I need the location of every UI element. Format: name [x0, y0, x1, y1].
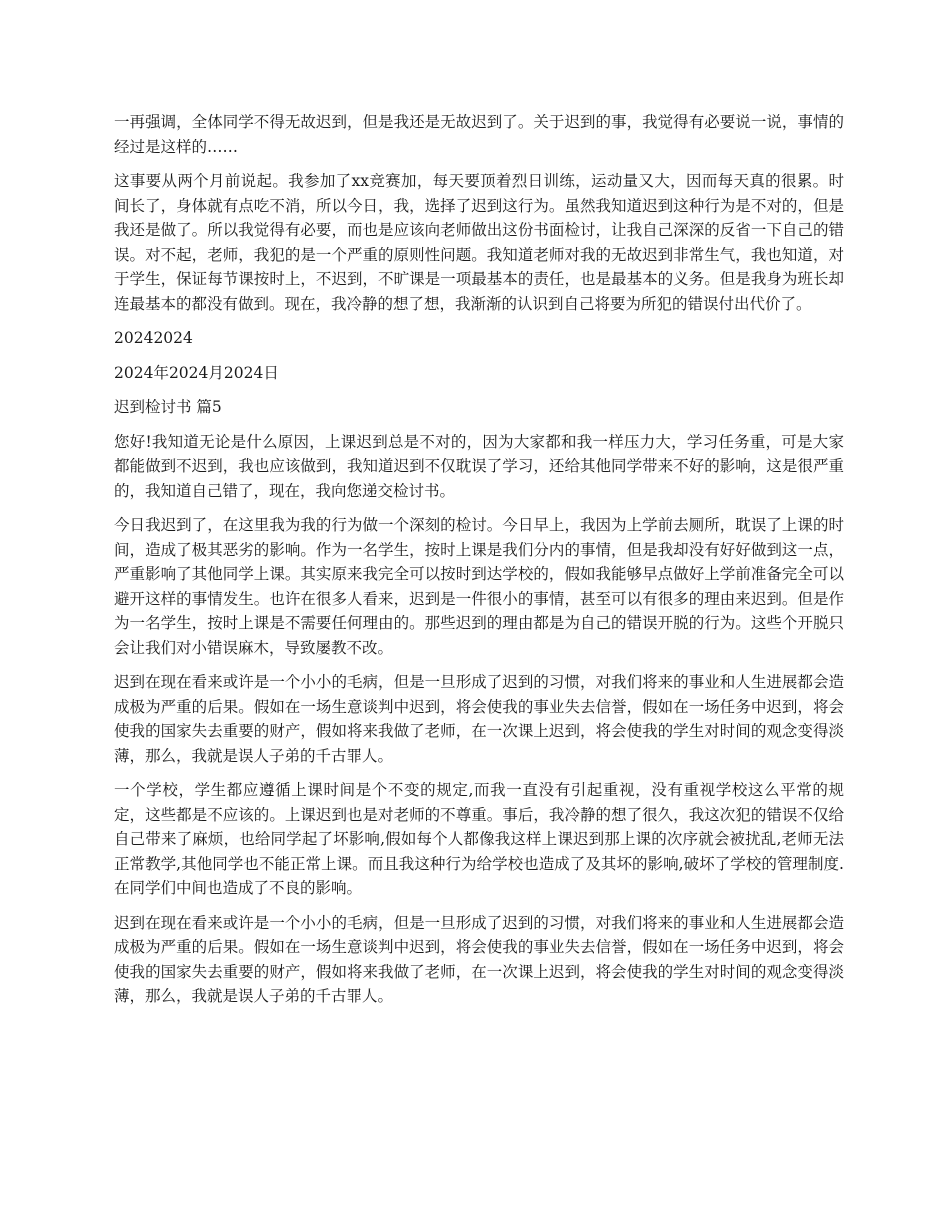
- paragraph-greeting: 您好!我知道无论是什么原因，上课迟到总是不对的，因为大家都和我一样压力大，学习任务重，可是大家都能做到不迟到，我也应该做到，我知道迟到不仅耽误了学习，还给其他同学带来不好的影响，这是很严重的，我知道自己错了，现在，我向您递交检讨书。: [114, 432, 844, 500]
- paragraph-background: 这事要从两个月前说起。我参加了xx竞赛加，每天要顶着烈日训练，运动量又大，因而每天真的很累。时间长了，身体就有点吃不消，所以今日，我，选择了迟到这行为。虽然我知道迟到这种行为是不对的，但是我还是做了。所以我觉得有必要，而也是应该向老师做出这份书面检讨，让我自己深深的反省一下自己的错误。对不起，老师，我犯的是一个严重的原则性问题。我知道老师对我的无故迟到非常生气，我也知道，对于学生，保证每节课按时上，不迟到，不旷课是一项最基本的责任，也是最基本的义务。但是我身为班长却连最基本的都没有做到。现在，我冷静的想了想，我渐渐的认识到自己将要为所犯的错误付出代价了。: [114, 172, 844, 313]
- paragraph-date: 2024年2024月2024日: [114, 363, 279, 382]
- document-body: [114, 110, 844, 1019]
- paragraph-consequences-repeat: 迟到在现在看来或许是一个小小的毛病，但是一旦形成了迟到的习惯，对我们将来的事业和人生进展都会造成极为严重的后果。假如在一场生意谈判中迟到，将会使我的事业失去信誉，假如在一场任务中迟到，将会使我的国家失去重要的财产，假如将来我做了老师，在一次课上迟到，将会使我的学生对时间的观念变得淡薄，那么，我就是误人子弟的千古罪人。: [114, 913, 844, 1005]
- section-title: 迟到检讨书 篇5: [114, 398, 222, 416]
- paragraph-consequences: 迟到在现在看来或许是一个小小的毛病，但是一旦形成了迟到的习惯，对我们将来的事业和人生进展都会造成极为严重的后果。假如在一场生意谈判中迟到，将会使我的事业失去信誉，假如在一场任务中迟到，将会使我的国家失去重要的财产，假如将来我做了老师，在一次课上迟到，将会使我的学生对时间的观念变得淡薄，那么，我就是误人子弟的千古罪人。: [114, 673, 844, 765]
- paragraph-reflection: 今日我迟到了，在这里我为我的行为做一个深刻的检讨。今日早上，我因为上学前去厕所，耽误了上课的时间，造成了极其恶劣的影响。作为一名学生，按时上课是我们分内的事情，但是我却没有好好做到这一点，严重影响了其他同学上课。其实原来我完全可以按时到达学校的，假如我能够早点做好上学前准备完全可以避开这样的事情发生。也许在很多人看来，迟到是一件很小的事情，甚至可以有很多的理由来迟到。但是作为一名学生，按时上课是不需要任何理由的。那些迟到的理由都是为自己的错误开脱的行为。这些个开脱只会让我们对小错误麻木，导致屡教不改。: [114, 516, 844, 657]
- paragraph-intro: 一再强调，全体同学不得无故迟到，但是我还是无故迟到了。关于迟到的事，我觉得有必要说一说，事情的经过是这样的……: [114, 113, 844, 156]
- paragraph-school-rules: 一个学校，学生都应遵循上课时间是个不变的规定,而我一直没有引起重视，没有重视学校这么平常的规定，这些都是不应该的。上课迟到也是对老师的不尊重。事后，我冷静的想了很久，我这次犯的错误不仅给自己带来了麻烦，也给同学起了坏影响,假如每个人都像我这样上课迟到那上课的次序就会被扰乱,老师无法正常教学,其他同学也不能正常上课。而且我这种行为给学校也造成了及其坏的影响,破坏了学校的管理制度.在同学们中间也造成了不良的影响。: [114, 781, 844, 897]
- paragraph-signature-code: 20242024: [114, 329, 193, 347]
